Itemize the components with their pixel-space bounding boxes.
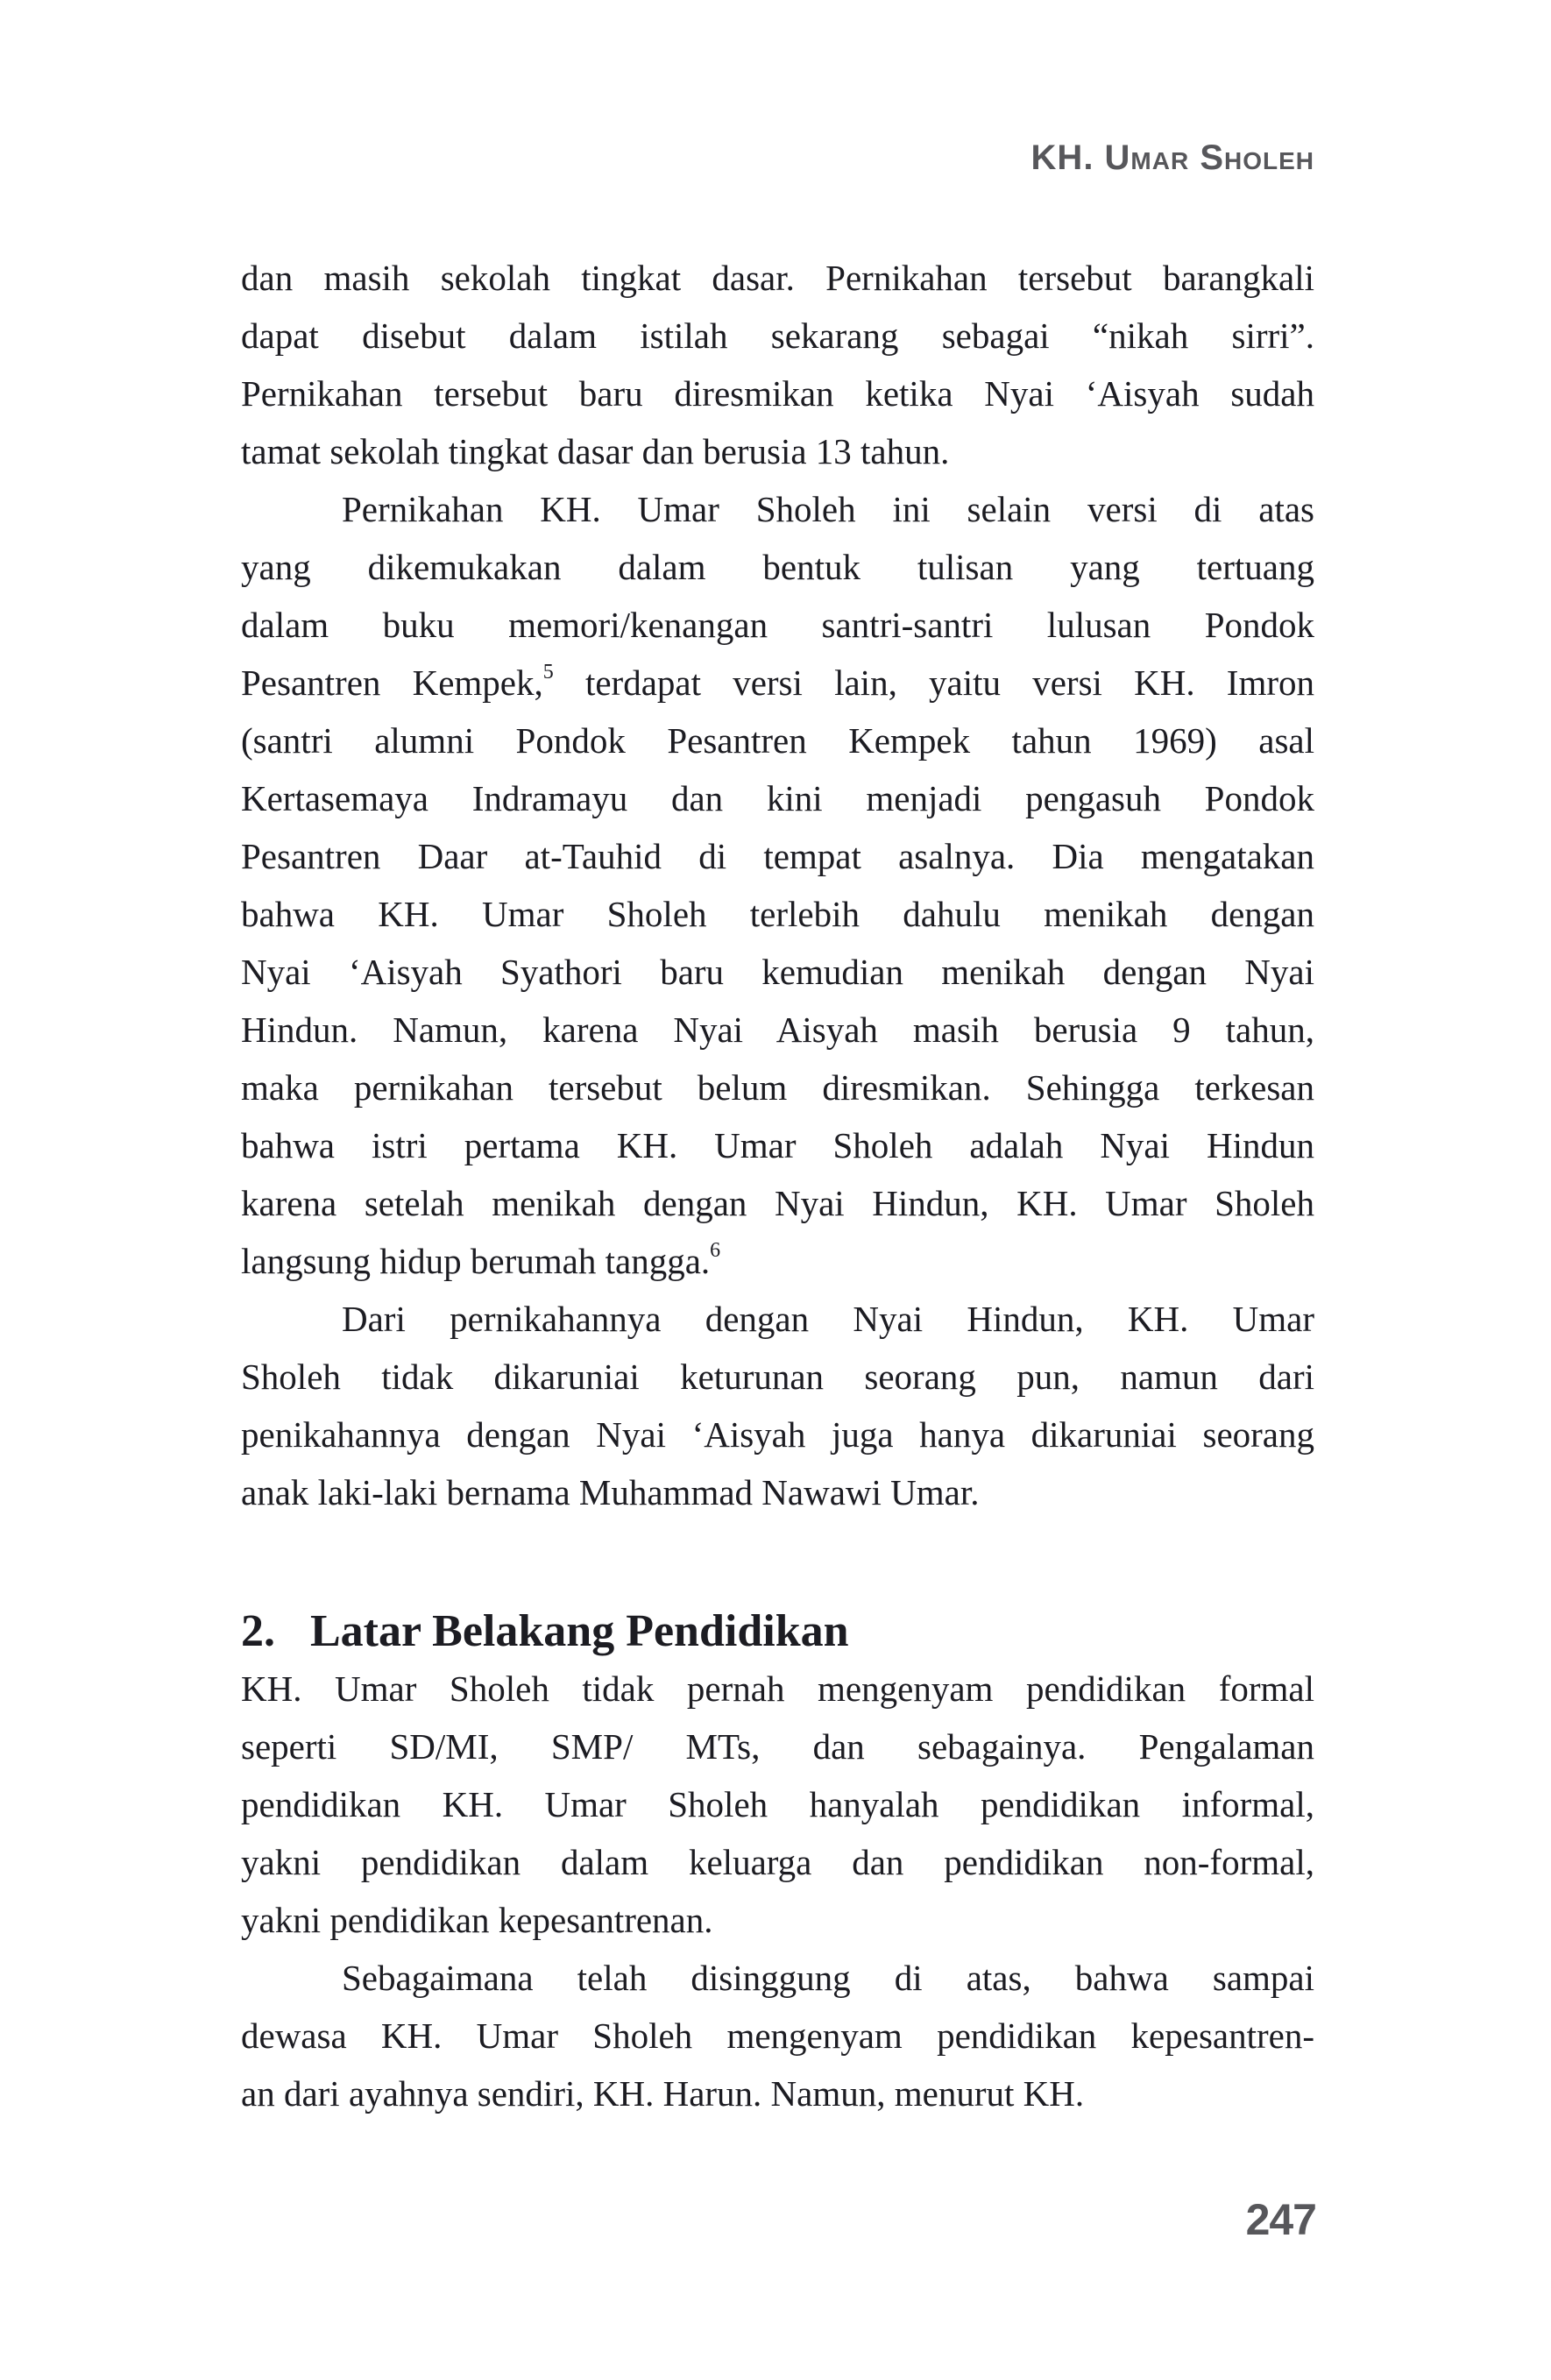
body-line: bahwa istri pertama KH. Umar Sholeh adalah Nyai Hindun (241, 1125, 1314, 1165)
section-title: Latar Belakang Pendidikan (310, 1606, 849, 1656)
body-line: pendidikan KH. Umar Sholeh hanyalah pendidikan informal, (241, 1784, 1314, 1824)
body-line: Pesantren Kempek,$^5$ terdapat versi lain, yaitu versi KH. Imron (241, 661, 1314, 703)
body-line: tamat sekolah tingkat dasar dan berusia 13 tahun. (241, 431, 950, 471)
paragraph (241, 480, 1314, 1290)
body-line: Sebagaimana telah disinggung di atas, bahwa sampai (342, 1958, 1314, 1998)
body-line: yakni pendidikan kepesantrenan. (241, 1900, 713, 1940)
body-line: dapat disebut dalam istilah sekarang sebagai “nikah sirri”. (241, 315, 1314, 356)
footnote-marker: 5 (542, 661, 554, 684)
body-line: an dari ayahnya sendiri, KH. Harun. Namun, menurut KH. (241, 2073, 1085, 2114)
footnote-marker: 6 (710, 1239, 721, 1262)
body-line: anak laki-laki bernama Muhammad Nawawi Umar. (241, 1472, 980, 1512)
body-line: Sholeh tidak dikaruniai keturunan seorang pun, namun dari (241, 1356, 1314, 1397)
body-line: Hindun. Namun, karena Nyai Aisyah masih berusia 9 tahun, (241, 1009, 1314, 1050)
paragraph (241, 1660, 1314, 1949)
body-line: dalam buku memori/kenangan santri-santri lulusan Pondok (241, 605, 1314, 645)
body-line: Dari pernikahannya dengan Nyai Hindun, KH. Umar (342, 1299, 1314, 1339)
body-line: Pernikahan KH. Umar Sholeh ini selain versi di atas (342, 489, 1314, 529)
body-line: yang dikemukakan dalam bentuk tulisan yang tertuang (241, 547, 1314, 587)
page-number: 247 (1245, 2195, 1316, 2244)
body-line: langsung hidup berumah tangga.$^6$ (241, 1239, 721, 1281)
body-line: maka pernikahan tersebut belum diresmikan. Sehingga terkesan (241, 1067, 1314, 1108)
body-line: dewasa KH. Umar Sholeh mengenyam pendidikan kepesantren- (241, 2015, 1314, 2056)
body-line: Pernikahan tersebut baru diresmikan ketika Nyai ‘Aisyah sudah (241, 373, 1314, 414)
body-line: karena setelah menikah dengan Nyai Hindun, KH. Umar Sholeh (241, 1183, 1314, 1223)
paragraph (241, 1290, 1314, 1521)
body-line: KH. Umar Sholeh tidak pernah mengenyam pendidikan formal (241, 1668, 1314, 1709)
body-line: seperti SD/MI, SMP/ MTs, dan sebagainya. Pengalaman (241, 1726, 1314, 1767)
running-head: KH. Umar Sholeh (1030, 138, 1314, 177)
body-line: bahwa KH. Umar Sholeh terlebih dahulu menikah dengan (241, 894, 1314, 934)
body-line: (santri alumni Pondok Pesantren Kempek tahun 1969) asal (241, 720, 1314, 761)
body-line: dan masih sekolah tingkat dasar. Pernikahan tersebut barangkali (241, 258, 1314, 298)
body-line: yakni pendidikan dalam keluarga dan pendidikan non-formal, (241, 1842, 1314, 1882)
body-line: Nyai ‘Aisyah Syathori baru kemudian menikah dengan Nyai (241, 952, 1314, 992)
section-heading (241, 1604, 1314, 1660)
body-line: penikahannya dengan Nyai ‘Aisyah juga hanya dikaruniai seorang (241, 1414, 1314, 1455)
paragraph (241, 1949, 1314, 2122)
page-body (241, 249, 1314, 2122)
section-number: 2. (241, 1606, 275, 1656)
paragraph (241, 249, 1314, 480)
body-line: Kertasemaya Indramayu dan kini menjadi pengasuh Pondok (241, 778, 1314, 818)
body-line: Pesantren Daar at-Tauhid di tempat asalnya. Dia mengatakan (241, 836, 1314, 876)
